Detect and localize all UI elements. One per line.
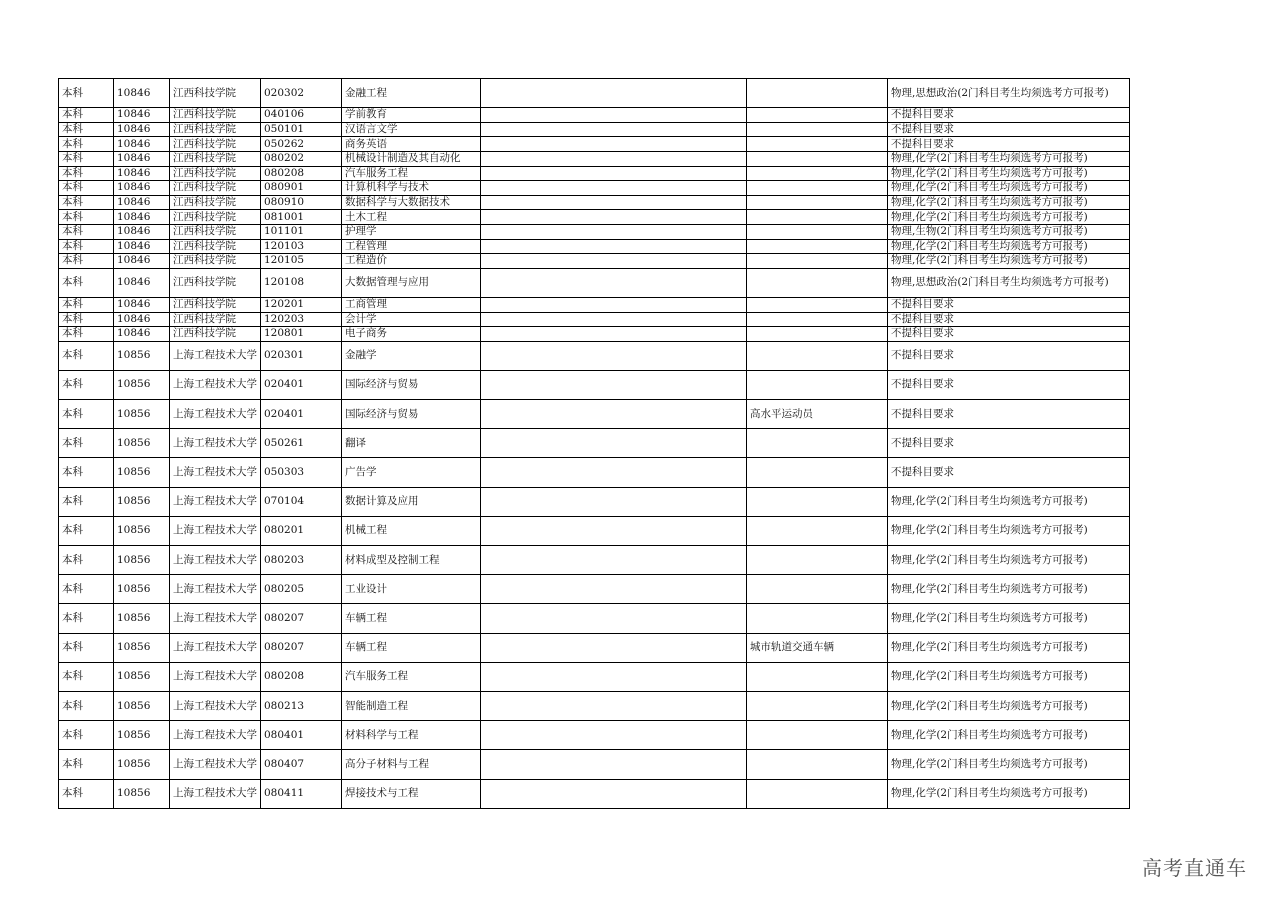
note-cell	[481, 195, 747, 210]
major-code-cell: 080208	[261, 166, 342, 181]
table-row	[59, 604, 1130, 633]
school-name-cell: 上海工程技术大学	[170, 662, 261, 691]
major-name-cell: 数据科学与大数据技术	[342, 195, 481, 210]
level-cell: 本科	[59, 224, 114, 239]
major-name-cell: 高分子材料与工程	[342, 750, 481, 779]
table-row	[59, 750, 1130, 779]
level-cell: 本科	[59, 604, 114, 633]
school-name-cell: 上海工程技术大学	[170, 546, 261, 575]
direction-cell	[747, 662, 888, 691]
requirement-cell: 不提科目要求	[888, 327, 1130, 342]
requirement-cell: 不提科目要求	[888, 370, 1130, 399]
table-row	[59, 268, 1130, 297]
school-name-cell: 江西科技学院	[170, 297, 261, 312]
major-name-cell: 国际经济与贸易	[342, 400, 481, 429]
table-row	[59, 429, 1130, 458]
requirement-cell: 物理,化学(2门科目考生均须选考方可报考)	[888, 779, 1130, 808]
requirement-cell: 物理,化学(2门科目考生均须选考方可报考)	[888, 691, 1130, 720]
school-code-cell: 10856	[114, 750, 170, 779]
note-cell	[481, 429, 747, 458]
table-row	[59, 341, 1130, 370]
major-name-cell: 工程管理	[342, 239, 481, 254]
school-code-cell: 10856	[114, 779, 170, 808]
school-code-cell: 10846	[114, 79, 170, 108]
school-name-cell: 上海工程技术大学	[170, 458, 261, 487]
note-cell	[481, 662, 747, 691]
direction-cell	[747, 181, 888, 196]
school-name-cell: 江西科技学院	[170, 239, 261, 254]
school-code-cell: 10846	[114, 254, 170, 269]
school-code-cell: 10846	[114, 108, 170, 123]
table-row	[59, 546, 1130, 575]
major-code-cell: 120105	[261, 254, 342, 269]
level-cell: 本科	[59, 429, 114, 458]
table-row	[59, 122, 1130, 137]
level-cell: 本科	[59, 137, 114, 152]
major-code-cell: 020401	[261, 370, 342, 399]
requirement-cell: 物理,化学(2门科目考生均须选考方可报考)	[888, 575, 1130, 604]
level-cell: 本科	[59, 400, 114, 429]
school-code-cell: 10846	[114, 137, 170, 152]
major-name-cell: 国际经济与贸易	[342, 370, 481, 399]
requirement-cell: 物理,化学(2门科目考生均须选考方可报考)	[888, 181, 1130, 196]
major-name-cell: 机械设计制造及其自动化	[342, 151, 481, 166]
level-cell: 本科	[59, 195, 114, 210]
direction-cell: 高水平运动员	[747, 400, 888, 429]
requirement-cell: 物理,化学(2门科目考生均须选考方可报考)	[888, 604, 1130, 633]
major-name-cell: 材料成型及控制工程	[342, 546, 481, 575]
direction-cell	[747, 546, 888, 575]
major-code-cell: 080901	[261, 181, 342, 196]
school-code-cell: 10856	[114, 458, 170, 487]
school-name-cell: 江西科技学院	[170, 151, 261, 166]
school-code-cell: 10846	[114, 210, 170, 225]
school-code-cell: 10856	[114, 604, 170, 633]
level-cell: 本科	[59, 370, 114, 399]
level-cell: 本科	[59, 487, 114, 516]
table-row	[59, 721, 1130, 750]
table-row	[59, 239, 1130, 254]
requirement-cell: 物理,化学(2门科目考生均须选考方可报考)	[888, 721, 1130, 750]
major-code-cell: 080205	[261, 575, 342, 604]
note-cell	[481, 137, 747, 152]
requirement-cell: 不提科目要求	[888, 297, 1130, 312]
major-name-cell: 金融学	[342, 341, 481, 370]
direction-cell	[747, 691, 888, 720]
school-code-cell: 10856	[114, 691, 170, 720]
school-name-cell: 江西科技学院	[170, 312, 261, 327]
requirement-cell: 物理,化学(2门科目考生均须选考方可报考)	[888, 239, 1130, 254]
school-code-cell: 10856	[114, 662, 170, 691]
major-name-cell: 智能制造工程	[342, 691, 481, 720]
direction-cell	[747, 166, 888, 181]
level-cell: 本科	[59, 166, 114, 181]
requirement-cell: 物理,思想政治(2门科目考生均须选考方可报考)	[888, 79, 1130, 108]
school-name-cell: 江西科技学院	[170, 181, 261, 196]
direction-cell	[747, 575, 888, 604]
school-name-cell: 江西科技学院	[170, 137, 261, 152]
major-code-cell: 120203	[261, 312, 342, 327]
level-cell: 本科	[59, 122, 114, 137]
requirement-cell: 物理,化学(2门科目考生均须选考方可报考)	[888, 750, 1130, 779]
direction-cell	[747, 429, 888, 458]
requirement-cell: 物理,化学(2门科目考生均须选考方可报考)	[888, 516, 1130, 545]
note-cell	[481, 721, 747, 750]
note-cell	[481, 575, 747, 604]
note-cell	[481, 779, 747, 808]
note-cell	[481, 166, 747, 181]
requirement-cell: 不提科目要求	[888, 458, 1130, 487]
school-name-cell: 江西科技学院	[170, 195, 261, 210]
table-row	[59, 575, 1130, 604]
requirement-cell: 物理,化学(2门科目考生均须选考方可报考)	[888, 195, 1130, 210]
requirement-cell: 物理,化学(2门科目考生均须选考方可报考)	[888, 633, 1130, 662]
level-cell: 本科	[59, 312, 114, 327]
level-cell: 本科	[59, 575, 114, 604]
note-cell	[481, 341, 747, 370]
school-code-cell: 10846	[114, 239, 170, 254]
note-cell	[481, 327, 747, 342]
level-cell: 本科	[59, 516, 114, 545]
direction-cell	[747, 604, 888, 633]
level-cell: 本科	[59, 341, 114, 370]
major-name-cell: 汽车服务工程	[342, 166, 481, 181]
table-row	[59, 400, 1130, 429]
table-row	[59, 312, 1130, 327]
requirement-cell: 物理,化学(2门科目考生均须选考方可报考)	[888, 254, 1130, 269]
major-name-cell: 学前教育	[342, 108, 481, 123]
school-code-cell: 10856	[114, 516, 170, 545]
school-name-cell: 江西科技学院	[170, 254, 261, 269]
table-row	[59, 166, 1130, 181]
table-row	[59, 224, 1130, 239]
major-code-cell: 080407	[261, 750, 342, 779]
major-name-cell: 商务英语	[342, 137, 481, 152]
note-cell	[481, 122, 747, 137]
level-cell: 本科	[59, 721, 114, 750]
requirement-cell: 不提科目要求	[888, 137, 1130, 152]
table-row	[59, 151, 1130, 166]
note-cell	[481, 400, 747, 429]
table-row	[59, 327, 1130, 342]
requirement-cell: 物理,化学(2门科目考生均须选考方可报考)	[888, 662, 1130, 691]
note-cell	[481, 604, 747, 633]
major-name-cell: 车辆工程	[342, 633, 481, 662]
table-row	[59, 779, 1130, 808]
school-code-cell: 10846	[114, 151, 170, 166]
note-cell	[481, 691, 747, 720]
note-cell	[481, 210, 747, 225]
direction-cell	[747, 268, 888, 297]
table-row	[59, 370, 1130, 399]
school-code-cell: 10846	[114, 327, 170, 342]
school-code-cell: 10846	[114, 268, 170, 297]
note-cell	[481, 516, 747, 545]
table-row	[59, 458, 1130, 487]
school-name-cell: 上海工程技术大学	[170, 691, 261, 720]
major-name-cell: 广告学	[342, 458, 481, 487]
table-row	[59, 137, 1130, 152]
direction-cell	[747, 210, 888, 225]
major-name-cell: 计算机科学与技术	[342, 181, 481, 196]
school-name-cell: 上海工程技术大学	[170, 779, 261, 808]
table-row	[59, 487, 1130, 516]
major-code-cell: 120201	[261, 297, 342, 312]
school-code-cell: 10846	[114, 297, 170, 312]
major-code-cell: 101101	[261, 224, 342, 239]
level-cell: 本科	[59, 151, 114, 166]
note-cell	[481, 458, 747, 487]
school-name-cell: 上海工程技术大学	[170, 400, 261, 429]
major-code-cell: 050303	[261, 458, 342, 487]
level-cell: 本科	[59, 691, 114, 720]
level-cell: 本科	[59, 779, 114, 808]
table-row	[59, 516, 1130, 545]
school-name-cell: 上海工程技术大学	[170, 604, 261, 633]
major-name-cell: 汉语言文学	[342, 122, 481, 137]
direction-cell	[747, 312, 888, 327]
major-code-cell: 120801	[261, 327, 342, 342]
direction-cell	[747, 516, 888, 545]
major-code-cell: 040106	[261, 108, 342, 123]
major-code-cell: 120108	[261, 268, 342, 297]
note-cell	[481, 750, 747, 779]
direction-cell	[747, 195, 888, 210]
level-cell: 本科	[59, 327, 114, 342]
school-name-cell: 上海工程技术大学	[170, 721, 261, 750]
direction-cell	[747, 327, 888, 342]
requirement-cell: 不提科目要求	[888, 429, 1130, 458]
direction-cell	[747, 487, 888, 516]
major-code-cell: 080411	[261, 779, 342, 808]
direction-cell	[747, 239, 888, 254]
major-code-cell: 020301	[261, 341, 342, 370]
school-code-cell: 10846	[114, 224, 170, 239]
note-cell	[481, 297, 747, 312]
major-name-cell: 会计学	[342, 312, 481, 327]
major-code-cell: 050261	[261, 429, 342, 458]
table-row	[59, 195, 1130, 210]
note-cell	[481, 151, 747, 166]
requirement-cell: 不提科目要求	[888, 341, 1130, 370]
school-name-cell: 上海工程技术大学	[170, 487, 261, 516]
requirement-cell: 不提科目要求	[888, 400, 1130, 429]
school-name-cell: 江西科技学院	[170, 327, 261, 342]
level-cell: 本科	[59, 633, 114, 662]
school-name-cell: 上海工程技术大学	[170, 750, 261, 779]
table-row	[59, 662, 1130, 691]
major-name-cell: 机械工程	[342, 516, 481, 545]
major-name-cell: 车辆工程	[342, 604, 481, 633]
direction-cell	[747, 721, 888, 750]
major-code-cell: 081001	[261, 210, 342, 225]
subject-requirement-table	[58, 78, 1130, 809]
major-code-cell: 020302	[261, 79, 342, 108]
school-code-cell: 10846	[114, 166, 170, 181]
major-name-cell: 护理学	[342, 224, 481, 239]
table-row	[59, 79, 1130, 108]
major-code-cell: 080401	[261, 721, 342, 750]
major-name-cell: 工业设计	[342, 575, 481, 604]
note-cell	[481, 370, 747, 399]
major-name-cell: 材料科学与工程	[342, 721, 481, 750]
level-cell: 本科	[59, 79, 114, 108]
major-name-cell: 土木工程	[342, 210, 481, 225]
level-cell: 本科	[59, 181, 114, 196]
requirement-cell: 物理,化学(2门科目考生均须选考方可报考)	[888, 210, 1130, 225]
school-code-cell: 10856	[114, 721, 170, 750]
school-name-cell: 江西科技学院	[170, 166, 261, 181]
major-code-cell: 080202	[261, 151, 342, 166]
school-name-cell: 江西科技学院	[170, 224, 261, 239]
direction-cell	[747, 750, 888, 779]
school-code-cell: 10856	[114, 400, 170, 429]
school-name-cell: 江西科技学院	[170, 79, 261, 108]
major-code-cell: 050262	[261, 137, 342, 152]
note-cell	[481, 268, 747, 297]
table-row	[59, 633, 1130, 662]
school-code-cell: 10856	[114, 546, 170, 575]
watermark-text: 高考直通车	[1142, 856, 1247, 880]
requirement-cell: 不提科目要求	[888, 312, 1130, 327]
level-cell: 本科	[59, 210, 114, 225]
note-cell	[481, 79, 747, 108]
major-code-cell: 080207	[261, 633, 342, 662]
school-name-cell: 江西科技学院	[170, 108, 261, 123]
major-code-cell: 080203	[261, 546, 342, 575]
direction-cell	[747, 151, 888, 166]
school-name-cell: 上海工程技术大学	[170, 516, 261, 545]
major-code-cell: 050101	[261, 122, 342, 137]
major-name-cell: 工程造价	[342, 254, 481, 269]
school-name-cell: 江西科技学院	[170, 122, 261, 137]
requirement-cell: 物理,生物(2门科目考生均须选考方可报考)	[888, 224, 1130, 239]
requirement-cell: 不提科目要求	[888, 122, 1130, 137]
direction-cell	[747, 79, 888, 108]
note-cell	[481, 224, 747, 239]
table-row	[59, 691, 1130, 720]
school-code-cell: 10846	[114, 195, 170, 210]
note-cell	[481, 633, 747, 662]
requirement-cell: 物理,化学(2门科目考生均须选考方可报考)	[888, 166, 1130, 181]
direction-cell	[747, 254, 888, 269]
direction-cell	[747, 137, 888, 152]
school-name-cell: 上海工程技术大学	[170, 370, 261, 399]
major-name-cell: 金融工程	[342, 79, 481, 108]
table-body	[59, 79, 1130, 809]
major-code-cell: 080201	[261, 516, 342, 545]
major-name-cell: 焊接技术与工程	[342, 779, 481, 808]
school-code-cell: 10856	[114, 370, 170, 399]
major-code-cell: 080208	[261, 662, 342, 691]
level-cell: 本科	[59, 254, 114, 269]
note-cell	[481, 108, 747, 123]
major-name-cell: 大数据管理与应用	[342, 268, 481, 297]
table-row	[59, 297, 1130, 312]
major-name-cell: 汽车服务工程	[342, 662, 481, 691]
direction-cell	[747, 370, 888, 399]
major-code-cell: 120103	[261, 239, 342, 254]
major-name-cell: 数据计算及应用	[342, 487, 481, 516]
direction-cell	[747, 122, 888, 137]
major-name-cell: 电子商务	[342, 327, 481, 342]
table-row	[59, 108, 1130, 123]
note-cell	[481, 487, 747, 516]
level-cell: 本科	[59, 546, 114, 575]
direction-cell	[747, 341, 888, 370]
school-code-cell: 10856	[114, 487, 170, 516]
school-name-cell: 江西科技学院	[170, 210, 261, 225]
school-name-cell: 上海工程技术大学	[170, 341, 261, 370]
requirement-cell: 物理,化学(2门科目考生均须选考方可报考)	[888, 151, 1130, 166]
major-name-cell: 翻译	[342, 429, 481, 458]
major-code-cell: 070104	[261, 487, 342, 516]
table-row	[59, 254, 1130, 269]
direction-cell	[747, 297, 888, 312]
note-cell	[481, 254, 747, 269]
level-cell: 本科	[59, 297, 114, 312]
note-cell	[481, 181, 747, 196]
direction-cell	[747, 108, 888, 123]
school-code-cell: 10846	[114, 181, 170, 196]
major-code-cell: 080213	[261, 691, 342, 720]
school-name-cell: 江西科技学院	[170, 268, 261, 297]
requirement-cell: 物理,化学(2门科目考生均须选考方可报考)	[888, 487, 1130, 516]
requirement-cell: 物理,化学(2门科目考生均须选考方可报考)	[888, 546, 1130, 575]
note-cell	[481, 239, 747, 254]
requirement-cell: 不提科目要求	[888, 108, 1130, 123]
major-code-cell: 080207	[261, 604, 342, 633]
major-code-cell: 020401	[261, 400, 342, 429]
school-name-cell: 上海工程技术大学	[170, 575, 261, 604]
direction-cell	[747, 458, 888, 487]
school-code-cell: 10856	[114, 429, 170, 458]
direction-cell: 城市轨道交通车辆	[747, 633, 888, 662]
table-row	[59, 181, 1130, 196]
school-code-cell: 10846	[114, 312, 170, 327]
requirement-cell: 物理,思想政治(2门科目考生均须选考方可报考)	[888, 268, 1130, 297]
major-code-cell: 080910	[261, 195, 342, 210]
level-cell: 本科	[59, 268, 114, 297]
school-name-cell: 上海工程技术大学	[170, 429, 261, 458]
level-cell: 本科	[59, 108, 114, 123]
school-code-cell: 10846	[114, 122, 170, 137]
school-code-cell: 10856	[114, 633, 170, 662]
major-name-cell: 工商管理	[342, 297, 481, 312]
school-name-cell: 上海工程技术大学	[170, 633, 261, 662]
school-code-cell: 10856	[114, 575, 170, 604]
table-row	[59, 210, 1130, 225]
level-cell: 本科	[59, 750, 114, 779]
note-cell	[481, 546, 747, 575]
school-code-cell: 10856	[114, 341, 170, 370]
direction-cell	[747, 779, 888, 808]
level-cell: 本科	[59, 662, 114, 691]
note-cell	[481, 312, 747, 327]
level-cell: 本科	[59, 239, 114, 254]
direction-cell	[747, 224, 888, 239]
level-cell: 本科	[59, 458, 114, 487]
